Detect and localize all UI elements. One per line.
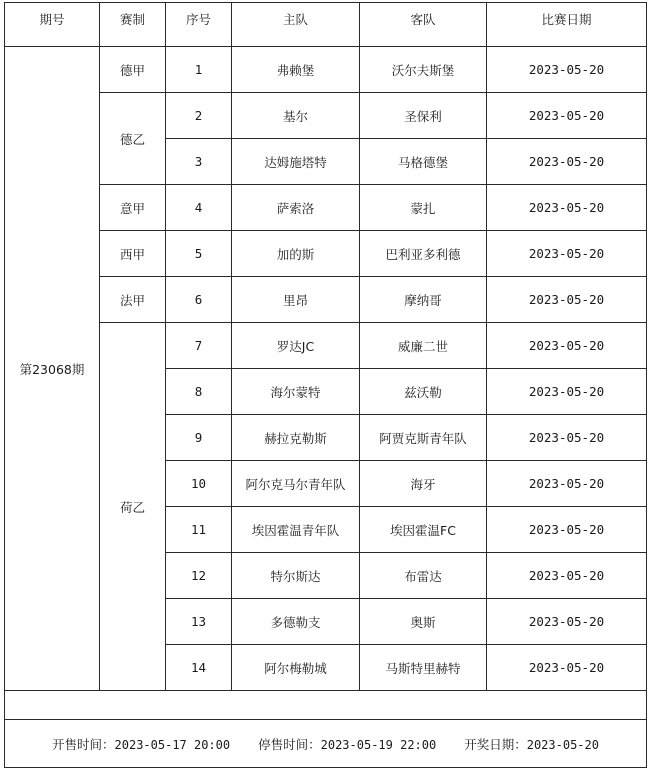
- league-cell: 西甲: [100, 231, 166, 277]
- home-team: 弗赖堡: [232, 47, 360, 93]
- table-row: [5, 323, 647, 369]
- match-schedule-table: [4, 2, 647, 768]
- away-team: 沃尔夫斯堡: [360, 47, 487, 93]
- home-team: 里昂: [232, 277, 360, 323]
- table-row: [5, 93, 647, 139]
- header-number: 序号: [166, 3, 232, 47]
- sale-stop: 停售时间：2023-05-19 22:00: [258, 736, 437, 752]
- match-date: 2023-05-20: [487, 645, 647, 691]
- league-cell: 法甲: [100, 277, 166, 323]
- match-date: 2023-05-20: [487, 507, 647, 553]
- home-team: 特尔斯达: [232, 553, 360, 599]
- period-cell: 第23068期: [5, 47, 100, 691]
- match-date: 2023-05-20: [487, 47, 647, 93]
- away-team: 海牙: [360, 461, 487, 507]
- home-team: 埃因霍温青年队: [232, 507, 360, 553]
- blank-cell: [5, 691, 647, 720]
- match-number: 14: [166, 645, 232, 691]
- league-cell: 意甲: [100, 185, 166, 231]
- match-date: 2023-05-20: [487, 553, 647, 599]
- match-date: 2023-05-20: [487, 599, 647, 645]
- table-row: [5, 277, 647, 323]
- league-cell: 德甲: [100, 47, 166, 93]
- away-team: 阿贾克斯青年队: [360, 415, 487, 461]
- match-date: 2023-05-20: [487, 231, 647, 277]
- home-team: 赫拉克勒斯: [232, 415, 360, 461]
- sale-start: 开售时间：2023-05-17 20:00: [52, 736, 231, 752]
- league-cell: 荷乙: [100, 323, 166, 691]
- home-team: 阿尔梅勒城: [232, 645, 360, 691]
- home-team: 基尔: [232, 93, 360, 139]
- away-team: 埃因霍温FC: [360, 507, 487, 553]
- away-team: 巴利亚多利德: [360, 231, 487, 277]
- match-date: 2023-05-20: [487, 461, 647, 507]
- away-team: 威廉二世: [360, 323, 487, 369]
- match-number: 11: [166, 507, 232, 553]
- table-row: [5, 185, 647, 231]
- match-number: 1: [166, 47, 232, 93]
- header-league: 赛制: [100, 3, 166, 47]
- away-team: 摩纳哥: [360, 277, 487, 323]
- footer-row: [5, 720, 647, 768]
- home-team: 达姆施塔特: [232, 139, 360, 185]
- match-number: 4: [166, 185, 232, 231]
- match-number: 7: [166, 323, 232, 369]
- home-team: 加的斯: [232, 231, 360, 277]
- table-row: [5, 231, 647, 277]
- away-team: 马斯特里赫特: [360, 645, 487, 691]
- table-row: [5, 47, 647, 93]
- home-team: 海尔蒙特: [232, 369, 360, 415]
- header-row: [5, 3, 647, 47]
- match-number: 6: [166, 277, 232, 323]
- match-number: 5: [166, 231, 232, 277]
- draw-date: 开奖日期：2023-05-20: [464, 736, 599, 752]
- away-team: 马格德堡: [360, 139, 487, 185]
- away-team: 圣保利: [360, 93, 487, 139]
- home-team: 罗达JC: [232, 323, 360, 369]
- match-date: 2023-05-20: [487, 139, 647, 185]
- away-team: 兹沃勒: [360, 369, 487, 415]
- away-team: 布雷达: [360, 553, 487, 599]
- away-team: 奥斯: [360, 599, 487, 645]
- blank-row: [5, 691, 647, 720]
- home-team: 阿尔克马尔青年队: [232, 461, 360, 507]
- match-number: 10: [166, 461, 232, 507]
- match-date: 2023-05-20: [487, 415, 647, 461]
- match-date: 2023-05-20: [487, 185, 647, 231]
- match-date: 2023-05-20: [487, 93, 647, 139]
- header-away-team: 客队: [360, 3, 487, 47]
- match-number: 12: [166, 553, 232, 599]
- match-number: 13: [166, 599, 232, 645]
- match-date: 2023-05-20: [487, 277, 647, 323]
- sales-info: [5, 720, 647, 768]
- header-home-team: 主队: [232, 3, 360, 47]
- header-period: 期号: [5, 3, 100, 47]
- header-match-date: 比赛日期: [487, 3, 647, 47]
- match-number: 9: [166, 415, 232, 461]
- match-date: 2023-05-20: [487, 323, 647, 369]
- home-team: 萨索洛: [232, 185, 360, 231]
- away-team: 蒙扎: [360, 185, 487, 231]
- match-number: 8: [166, 369, 232, 415]
- league-cell: 德乙: [100, 93, 166, 185]
- match-number: 3: [166, 139, 232, 185]
- home-team: 多德勒支: [232, 599, 360, 645]
- match-date: 2023-05-20: [487, 369, 647, 415]
- match-number: 2: [166, 93, 232, 139]
